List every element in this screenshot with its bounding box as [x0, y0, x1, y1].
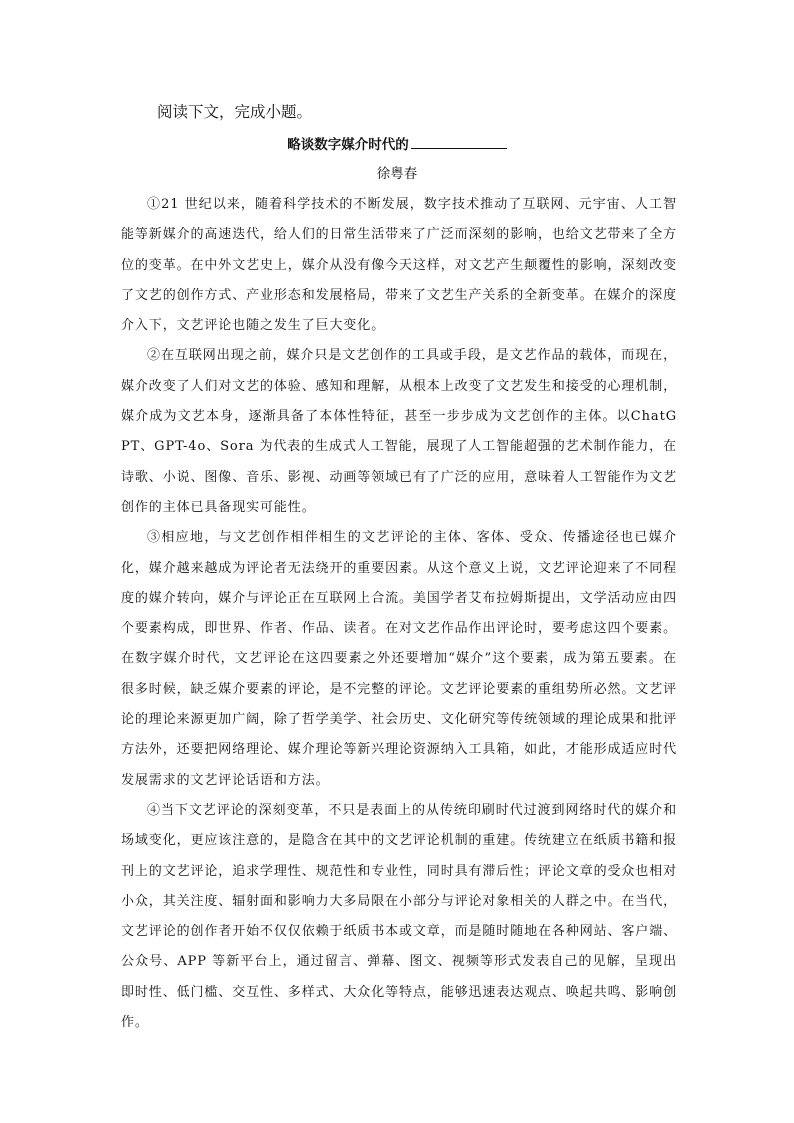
article-author: 徐粤春: [376, 166, 418, 182]
paragraph-3: ③相应地，与文艺创作相伴相生的文艺评论的主体、客体、受众、传播途径也已媒介化，媒介越来越成为评论者无法绕开的重要因素。从这个意义上说，文艺评论迎来了不同程度的媒介转向，媒介与评论正在互联网上合流。美国学者艾布拉姆斯提出，文学活动应由四个要素构成，即世界、作者、作品、读者。在对文艺作品作出评论时，要考虑这四个要素。在数字媒介时代，文艺评论在这四要素之外还要增加“媒介”这个要素，成为第五要素。在很多时候，缺乏媒介要素的评论，是不完整的评论。文艺评论要素的重组势所必然。文艺评论的理论来源更加广阔，除了哲学美学、社会历史、文化研究等传统领域的理论成果和批评方法外，还要把网络理论、媒介理论等新兴理论资源纳入工具箱，如此，才能形成适应时代发展需求的文艺评论话语和方法。: [121, 530, 678, 788]
paragraph-2: ②在互联网出现之前，媒介只是文艺创作的工具或手段，是文艺作品的载体，而现在，媒介改变了人们对文艺的体验、感知和理解，从根本上改变了文艺发生和接受的心理机制，媒介成为文艺本身，逐渐具备了本体性特征，甚至一步步成为文艺创作的主体。以ChatGPT、GPT-4o、Sora 为代表的生成式人工智能，展现了人工智能超强的艺术制作能力，在诗歌、小说、图像、音乐、影视、动画等领域已有了广泛的应用，意味着人工智能作为文艺创作的主体已具备现实可能性。: [121, 348, 678, 515]
paragraph-4: ④当下文艺评论的深刻变革，不只是表面上的从传统印刷时代过渡到网络时代的媒介和场域变化，更应该注意的，是隐含在其中的文艺评论机制的重建。传统建立在纸质书籍和报刊上的文艺评论，追求学理性、规范性和专业性，同时具有滞后性；评论文章的受众也相对小众，其关注度、辐射面和影响力大多局限在小部分与评论对象相关的人群之中。在当代，文艺评论的创作者开始不仅仅依赖于纸质书本或文章，而是随时随地在各种网站、客户端、公众号、APP 等新平台上，通过留言、弹幕、图文、视频等形式发表自己的见解，呈现出即时性、低门槛、交互性、多样式、大众化等特点，能够迅速表达观点、唤起共鸣、影响创作。: [121, 802, 678, 1031]
article-body: [121, 190, 677, 1038]
title-fill-blank: [411, 134, 507, 149]
reading-instruction: 阅读下文，完成小题。: [157, 103, 313, 121]
article-title: [0, 134, 794, 155]
paragraph-1: ①21 世纪以来，随着科学技术的不断发展，数字技术推动了互联网、元宇宙、人工智能等新媒介的高速迭代，给人们的日常生活带来了广泛而深刻的影响，也给文艺带来了全方位的变革。在中外文艺史上，媒介从没有像今天这样，对文艺产生颠覆性的影响，深刻改变了文艺的创作方式、产业形态和发展格局，带来了文艺生产关系的全新变革。在媒介的深度介入下，文艺评论也随之发生了巨大变化。: [121, 197, 678, 334]
article-title-text: 略谈数字媒介时代的: [287, 137, 409, 153]
